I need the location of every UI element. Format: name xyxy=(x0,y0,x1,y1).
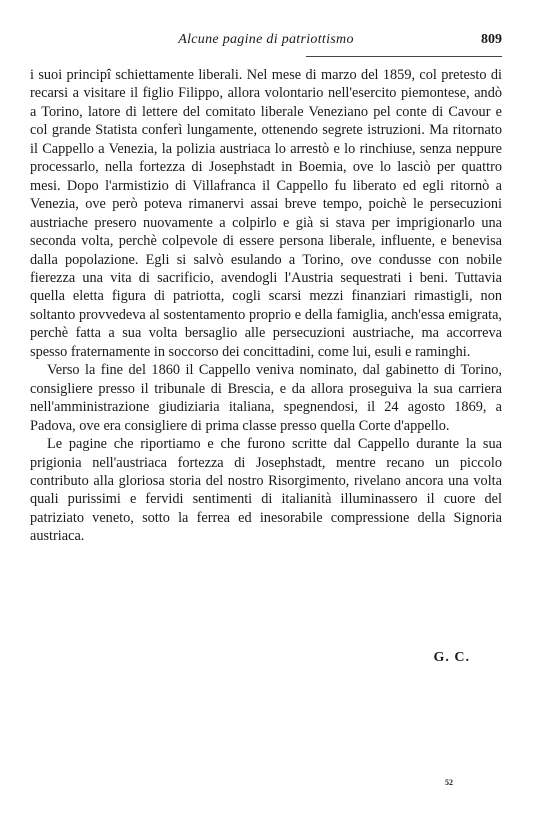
body-text xyxy=(30,66,502,546)
paragraph-3: Le pagine che riportiamo e che furono scritte dal Cappello durante la sua prigionia nell'austriaca fortezza di Josephstadt, mentre recano un piccolo contributo alla gloriosa storia del nostro Risorgimento, rivelano ancora una volta quali purissimi e fervidi sentimenti di italianità illuminassero il cuore del patriziato veneto, sotto la ferrea ed inesorabile compressione della Signoria austriaca. xyxy=(30,436,502,545)
signature-mark: 52 xyxy=(445,778,453,787)
paragraph-2: Verso la fine del 1860 il Cappello veniva nominato, dal gabinetto di Torino, consigliere presso il tribunale di Brescia, e da allora proseguiva la sua carriera nell'amministrazione giudiziaria italiana, spegnendosi, il 24 agosto 1869, a Padova, ove era consigliere di prima classe presso quella Corte d'appello. xyxy=(30,362,502,434)
page-number: 809 xyxy=(481,32,502,47)
page-header xyxy=(30,32,502,58)
paragraph-1: i suoi principî schiettamente liberali. Nel mese di marzo del 1859, col pretesto di recarsi a visitare il figlio Filippo, allora volontario nell'esercito piemontese, andò a Torino, latore di lettere del comitato liberale Veneziano pel conte di Cavour e col grande Statista conferì lungamente, ottenendo segrete istruzioni. Ma ritornato il Cappello a Venezia, la polizia austriaca lo arrestò e lo rinchiuse, senza neppure processarlo, nella fortezza di Josephstadt in Boemia, ove lo lasciò per quattro mesi. Dopo l'armistizio di Villafranca il Cappello fu liberato ed egli ritornò a Venezia, ove però poteva rimanervi assai breve tempo, poichè le persecuzioni austriache presero nuovamente a colpirlo e già si stava per imprigionarlo una seconda volta, perchè colpevole di essere persona liberale, influente, e benevisa dalla popolazione. Egli si salvò esulando a Torino, ove condusse con nobile fierezza una vita di sacrificio, avendogli l'Austria sequestrati i beni. Tuttavia quella eletta figura di patriotta, cogli scarsi mezzi finanziari rimastigli, non soltanto provvedeva al sostentamento proprio e della famiglia, anch'essa emigrata, perchè fatta a sua volta bersaglio alle persecuzioni austriache, ma accorreva spesso fraternamente in soccorso dei concittadini, come lui, esuli e raminghi. xyxy=(30,67,502,360)
header-rule xyxy=(306,56,502,57)
author-signature: G. C. xyxy=(433,650,470,665)
running-title: Alcune pagine di patriottismo xyxy=(178,32,354,47)
